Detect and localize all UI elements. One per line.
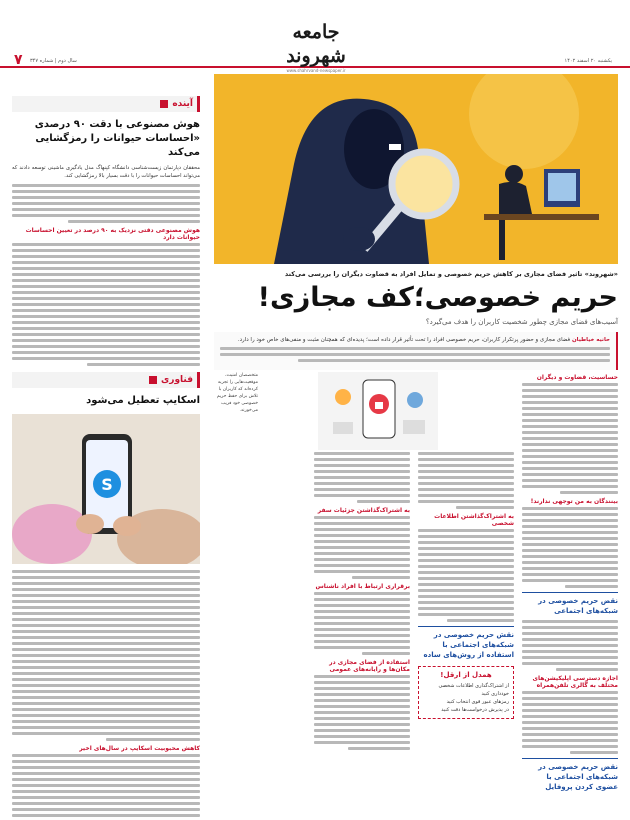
- pull-quote-2: نقض حریم خصوصی در شبکه‌های اجتماعی با عضوی کردن پروفایل: [522, 758, 618, 792]
- lead-text-lines: [220, 347, 610, 362]
- page-header: [0, 0, 630, 73]
- body-text-lines: [314, 516, 410, 579]
- article-columns: [214, 370, 618, 815]
- subheading-gallery-access: اجازه دسترسی اپلیکیشن‌های مختلف به گالری تلفن‌همراه: [532, 675, 618, 689]
- subheading-skype-decline: کاهش محبوبیت اسکایپ در سال‌های اخیر: [79, 745, 200, 753]
- svg-text:S: S: [101, 475, 113, 495]
- section-icon: [149, 376, 157, 384]
- subheading-viewers: بینندگان به من توجهی ندارند!: [530, 498, 618, 505]
- skype-photo: [12, 414, 200, 564]
- subheading-public-computers: استفاده از فضای مجازی در مکان‌ها و رایانه‌های عمومی: [329, 659, 410, 673]
- body-text-lines: [522, 691, 618, 754]
- section-header-tech: فناوری: [12, 372, 200, 388]
- section-icon: [160, 100, 168, 108]
- body-text-lines: [314, 675, 410, 750]
- tip-item: از اشتراک‌گذاری اطلاعات شخصی خودداری کنید: [438, 683, 509, 697]
- subheading-travel-details: به اشتراک‌گذاشتن جزئیات سفر: [317, 507, 410, 514]
- issue-number: سال دوم | شماره ۳۴۷: [30, 58, 77, 64]
- pull-quote-3: نقش حریم خصوصی در شبکه‌های اجتماعی با استفاده از روش‌های ساده: [418, 626, 514, 660]
- body-text-lines: [418, 529, 514, 622]
- left-column: [12, 96, 200, 820]
- newspaper-logo: جامعه شهروند www.shahrvand-newspaper.ir: [286, 21, 346, 73]
- body-text-lines: [12, 184, 200, 223]
- subheading-ai-accuracy: هوش مصنوعی دقتی نزدیک به ۹۰ درصد در تعیین احساسات حیوانات دارد: [25, 227, 200, 242]
- paragraph-animal-emotions: محققان دپارتمان زیست‌شناسی دانشگاه کپنهاگ مدل یادگیری ماشینی توسعه دادند که می‌تواند احساسات حیوانات را با دقت بسیار بالا رمزگشایی کند.: [12, 165, 200, 180]
- tips-box: [418, 666, 514, 719]
- tips-box-title: همدل از ارقل!: [440, 671, 492, 679]
- article-column-1: [522, 370, 618, 796]
- body-text-lines: [418, 452, 514, 509]
- body-text-lines: [314, 592, 410, 655]
- article-column-2: [418, 452, 514, 719]
- body-text-lines: [12, 570, 200, 741]
- body-text-lines: [314, 452, 410, 503]
- headline-animal-emotions: هوش مصنوعی با دقت ۹۰ درصدی «احساسات حیوانات را رمزگشایی می‌کند: [34, 119, 200, 158]
- pull-quote-1: نقض حریم خصوصی در شبکه‌های اجتماعی: [522, 592, 618, 616]
- tip-item: در پذیرش درخواست‌ها دقت کنید: [441, 707, 509, 713]
- author-name: حانیه خیاطیان: [571, 337, 610, 343]
- article-kicker: «شهروند» تاثیر فضای مجازی بر کاهش حریم خصوصی و تمایل افراد به قضاوت دیگران را بررسی می‌کند: [284, 270, 618, 278]
- lead-text: فضای مجازی و حضور پرتکرار کاربران، حریم خصوصی افراد را تحت تأثیر قرار داده است؛ پدیده‌ای که همچنان مثبت و منفی‌های خاص خود را دارد.: [237, 337, 571, 343]
- tip-item: رمزهای عبور قوی انتخاب کنید: [446, 699, 509, 705]
- body-text-lines: [12, 754, 200, 820]
- publication-date: یکشنبه ۲۰ اسفند ۱۴۰۲: [564, 58, 612, 64]
- article-column-3: [314, 452, 410, 754]
- subheading-strangers: برقراری ارتباط با افراد ناشناس: [315, 583, 410, 590]
- body-text-lines: [522, 620, 618, 671]
- article-title: حریم خصوصی؛کف مجازی!: [257, 282, 618, 313]
- privacy-illustration: [214, 74, 618, 264]
- subheading-judgment: حساسیت، قضاوت و دیگران: [536, 374, 618, 381]
- article-subtitle: آسیب‌های فضای مجازی چطور شخصیت کاربران را هدف می‌گیرد؟: [425, 318, 618, 326]
- page-number: ۷: [14, 52, 23, 68]
- side-note: متخصصان امنیت، موقعیت‌هایی را تجربه کرده‌اند که کاربران با تلاش برای حفظ حریم خصوصی خود فریب می‌خورند.: [216, 373, 258, 413]
- body-text-lines: [12, 243, 200, 366]
- section-header-future: آینده: [12, 96, 200, 112]
- body-text-lines: [522, 383, 618, 494]
- article-lead: [214, 332, 618, 370]
- body-text-lines: [522, 507, 618, 588]
- headline-skype: اسکایپ تعطیل می‌شود: [86, 395, 200, 407]
- subheading-personal-info: به اشتراک‌گذاشتن اطلاعات شخصی: [434, 513, 514, 527]
